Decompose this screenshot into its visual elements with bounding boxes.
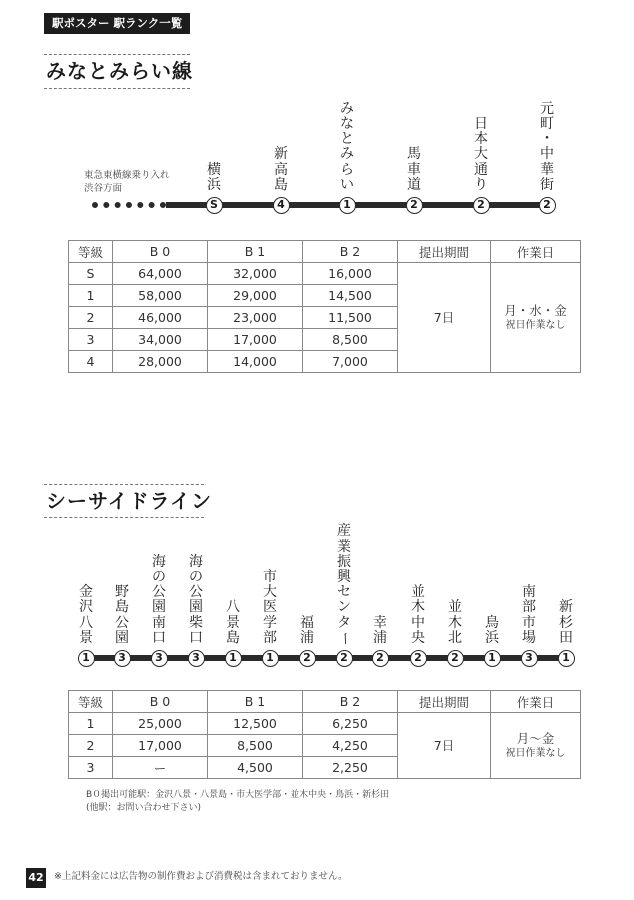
table-cell: 7,000 (303, 351, 398, 373)
title-dash-top (44, 484, 204, 485)
station-rank-badge: 2 (372, 650, 389, 667)
station-name: 海 の 公 園 南 口 (152, 553, 166, 646)
table-cell: 6,250 (303, 713, 398, 735)
table-cell: 64,000 (113, 263, 208, 285)
through-note-line-1: 東急東横線乗り入れ (84, 170, 170, 181)
title-dash-bottom (44, 88, 190, 89)
station-rank-badge: 1 (339, 197, 356, 214)
table-cell: 29,000 (208, 285, 303, 307)
table-cell: 17,000 (113, 735, 208, 757)
station-name: 野 島 公 園 (115, 584, 129, 646)
table-cell: S (69, 263, 113, 285)
station-rank-badge: 3 (114, 650, 131, 667)
station-rank-badge: 2 (447, 650, 464, 667)
col-header-grade: 等級 (69, 241, 113, 263)
title-dash-top (44, 54, 190, 55)
col-header-submission: 提出期間 (398, 691, 491, 713)
workdays-cell (491, 263, 581, 373)
station-rank-badge: 1 (484, 650, 501, 667)
table-cell: 46,000 (113, 307, 208, 329)
minatomirai-rate-table (68, 240, 581, 373)
page-number: 42 (26, 868, 46, 888)
col-header-b1: B 1 (208, 241, 303, 263)
table-cell: 23,000 (208, 307, 303, 329)
station-name: 南 部 市 場 (522, 584, 536, 646)
station-rank-badge: 2 (473, 197, 490, 214)
table-cell: 8,500 (208, 735, 303, 757)
table-cell: ー (113, 757, 208, 779)
table-cell: 2 (69, 735, 113, 757)
station-rank-badge: 2 (336, 650, 353, 667)
table-cell: 3 (69, 329, 113, 351)
col-header-b0: B 0 (113, 691, 208, 713)
station-name: 幸 浦 (373, 614, 387, 646)
col-header-workdays: 作業日 (491, 241, 581, 263)
minatomirai-track (166, 202, 552, 208)
station-rank-badge: 1 (262, 650, 279, 667)
footer-disclaimer: ※上記料金には広告物の制作費および消費税は含まれておりません。 (54, 871, 348, 882)
seaside-rate-table (68, 690, 581, 779)
station-rank-badge: 1 (558, 650, 575, 667)
workdays-note: 祝日作業なし (505, 748, 566, 759)
table-cell: 8,500 (303, 329, 398, 351)
table-cell: 14,500 (303, 285, 398, 307)
table-cell: 16,000 (303, 263, 398, 285)
station-name: 馬 車 道 (407, 146, 421, 193)
station-name: 福 浦 (300, 614, 314, 646)
station-name: 並 木 北 (448, 599, 462, 646)
table-cell: 2,250 (303, 757, 398, 779)
station-rank-badge: 3 (521, 650, 538, 667)
col-header-b1: B 1 (208, 691, 303, 713)
b0-eligible-note: B０掲出可能駅：金沢八景・八景島・市大医学部・並木中央・鳥浜・新杉田 (86, 790, 390, 800)
col-header-grade: 等級 (69, 691, 113, 713)
col-header-b2: B 2 (303, 241, 398, 263)
col-header-b2: B 2 (303, 691, 398, 713)
title-dash-bottom (44, 517, 204, 518)
table-cell: 28,000 (113, 351, 208, 373)
line-dotted-through (92, 202, 166, 208)
station-rank-badge: 3 (151, 650, 168, 667)
workdays-value: 月・水・金 (504, 303, 567, 318)
submission-value: 7日 (433, 738, 455, 753)
station-rank-badge: 3 (188, 650, 205, 667)
submission-value: 7日 (433, 310, 455, 325)
station-rank-badge: 1 (225, 650, 242, 667)
station-rank-badge: 2 (406, 197, 423, 214)
station-name: 新 杉 田 (559, 599, 573, 646)
table-cell: 58,000 (113, 285, 208, 307)
station-rank-badge: 2 (299, 650, 316, 667)
table-cell: 3 (69, 757, 113, 779)
table-cell: 1 (69, 713, 113, 735)
submission-period-cell (398, 713, 491, 779)
table-cell: 4 (69, 351, 113, 373)
station-name: 新 高 島 (274, 146, 288, 193)
table-cell: 25,000 (113, 713, 208, 735)
col-header-submission: 提出期間 (398, 241, 491, 263)
table-cell: 2 (69, 307, 113, 329)
table-cell: 17,000 (208, 329, 303, 351)
through-note-line-2: 渋谷方面 (84, 183, 123, 194)
station-rank-badge: 1 (78, 650, 95, 667)
station-rank-badge: 2 (539, 197, 556, 214)
station-rank-badge: 2 (410, 650, 427, 667)
through-service-note (84, 169, 170, 195)
station-name: 横 浜 (207, 161, 221, 193)
station-name: 八 景 島 (226, 599, 240, 646)
station-name: 海 の 公 園 柴 口 (189, 553, 203, 646)
station-name: み な と み ら い (340, 100, 354, 193)
station-name: 鳥 浜 (485, 614, 499, 646)
workdays-note: 祝日作業なし (505, 320, 566, 331)
station-name: 元 町 ・ 中 華 街 (540, 100, 554, 193)
col-header-b0: B 0 (113, 241, 208, 263)
table-cell: 32,000 (208, 263, 303, 285)
table-cell: 4,250 (303, 735, 398, 757)
col-header-workdays: 作業日 (491, 691, 581, 713)
table-cell: 12,500 (208, 713, 303, 735)
section-title-minatomirai: みなとみらい線 (46, 59, 193, 83)
station-rank-badge: 4 (273, 197, 290, 214)
table-cell: 14,000 (208, 351, 303, 373)
category-badge: 駅ポスター 駅ランク一覧 (44, 13, 190, 34)
station-name: 産 業 振 興 セ ン タ ー (336, 523, 353, 646)
section-title-seaside: シーサイドライン (46, 489, 212, 513)
station-name: 並 木 中 央 (411, 584, 425, 646)
workdays-cell (491, 713, 581, 779)
table-cell: 4,500 (208, 757, 303, 779)
workdays-value: 月〜金 (516, 731, 555, 746)
other-stations-note: (他駅：お問い合わせ下さい) (86, 803, 202, 813)
submission-period-cell (398, 263, 491, 373)
table-cell: 1 (69, 285, 113, 307)
station-name: 日 本 大 通 り (474, 116, 488, 193)
station-rank-badge: S (206, 197, 223, 214)
station-name: 市 大 医 学 部 (263, 569, 277, 646)
table-cell: 11,500 (303, 307, 398, 329)
station-name: 金 沢 八 景 (79, 584, 93, 646)
table-cell: 34,000 (113, 329, 208, 351)
